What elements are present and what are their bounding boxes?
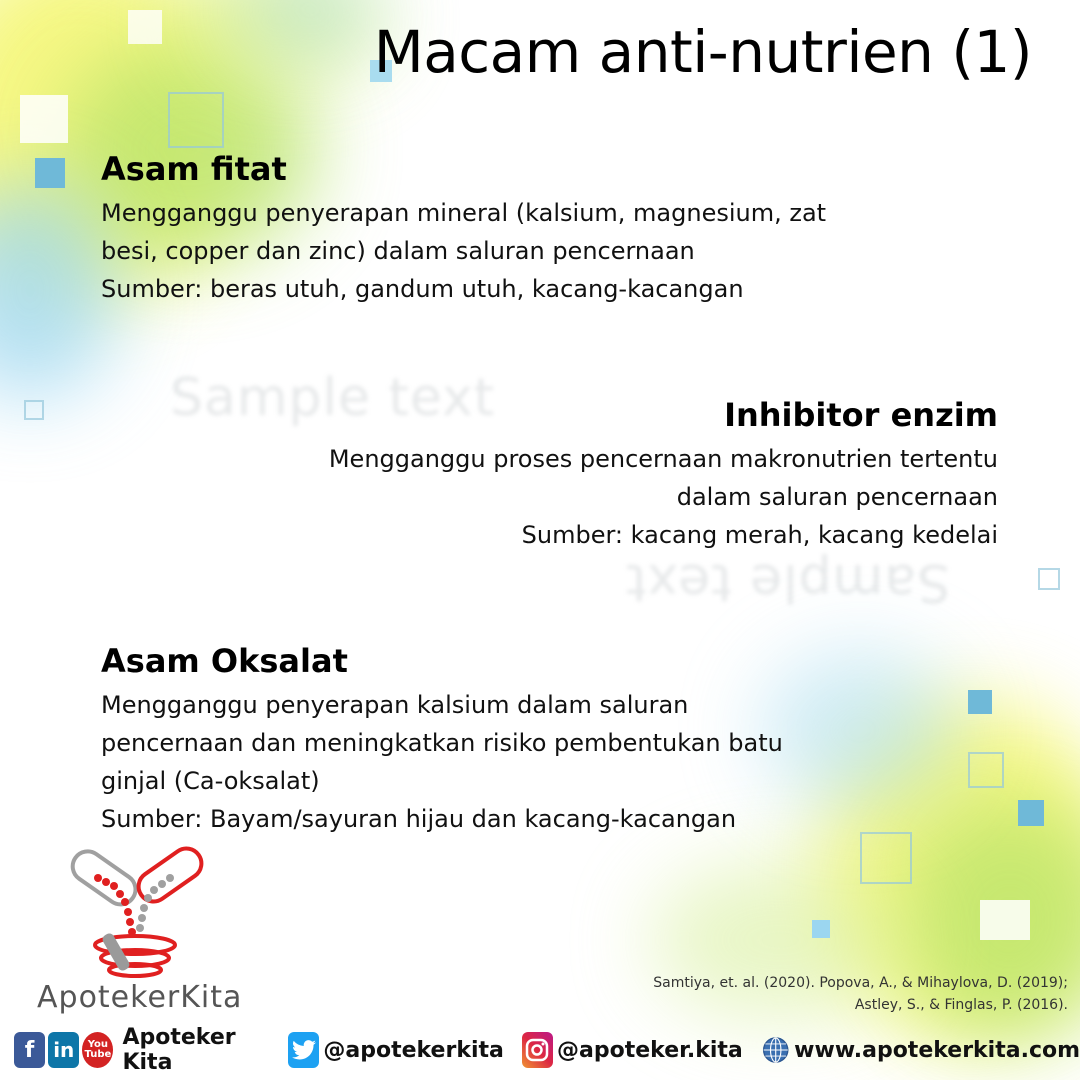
section-line: Sumber: Bayam/sayuran hijau dan kacang-kacangan <box>101 805 737 833</box>
section-line: Mengganggu penyerapan mineral (kalsium, magnesium, zat <box>101 199 827 227</box>
youtube-icon-bottom: Tube <box>84 1049 112 1060</box>
linkedin-icon[interactable]: in <box>48 1032 79 1068</box>
section-line: Mengganggu penyerapan kalsium dalam saluran <box>101 691 689 719</box>
section-line: Sumber: beras utuh, gandum utuh, kacang-kacangan <box>101 275 744 303</box>
reference-line: Astley, S., & Finglas, P. (2016). <box>854 997 1068 1013</box>
page-title: Macam anti-nutrien (1) <box>373 18 1032 86</box>
section-line: besi, copper dan zinc) dalam saluran pencernaan <box>101 237 695 265</box>
reference-line: Samtiya, et. al. (2020). Popova, A., & Mihaylova, D. (2019); <box>653 975 1068 991</box>
ghost-sample-text-mirrored: Sample text <box>625 552 951 612</box>
website-link[interactable]: www.apotekerkita.com <box>794 1037 1080 1063</box>
instagram-icon[interactable] <box>522 1032 553 1068</box>
brand-name[interactable]: Apoteker Kita <box>122 1025 236 1075</box>
section-inhibitor-enzim <box>238 396 998 554</box>
section-line: pencernaan dan meningkatkan risiko pembentukan batu <box>101 729 783 757</box>
section-asam-fitat <box>101 150 881 308</box>
section-line: Mengganggu proses pencernaan makronutrien tertentu <box>328 445 998 473</box>
references <box>653 972 1068 1016</box>
section-heading: Inhibitor enzim <box>724 396 998 434</box>
section-line: Sumber: kacang merah, kacang kedelai <box>521 521 998 549</box>
section-line: dalam saluran pencernaan <box>676 483 998 511</box>
social-footer <box>0 1026 1080 1074</box>
youtube-icon[interactable] <box>82 1032 113 1068</box>
youtube-icon-top: You <box>87 1039 109 1050</box>
section-line: ginjal (Ca-oksalat) <box>101 767 320 795</box>
twitter-handle[interactable]: @apotekerkita <box>323 1037 504 1063</box>
globe-icon <box>761 1033 790 1067</box>
twitter-icon[interactable] <box>288 1032 319 1068</box>
ghost-sample-text: Sample text <box>170 368 496 428</box>
facebook-icon[interactable]: f <box>14 1032 45 1068</box>
section-asam-oksalat <box>101 642 861 838</box>
instagram-handle[interactable]: @apoteker.kita <box>557 1037 743 1063</box>
section-heading: Asam fitat <box>101 150 287 188</box>
logo-wordmark: ApotekerKita <box>37 980 243 1015</box>
section-heading: Asam Oksalat <box>101 642 348 680</box>
